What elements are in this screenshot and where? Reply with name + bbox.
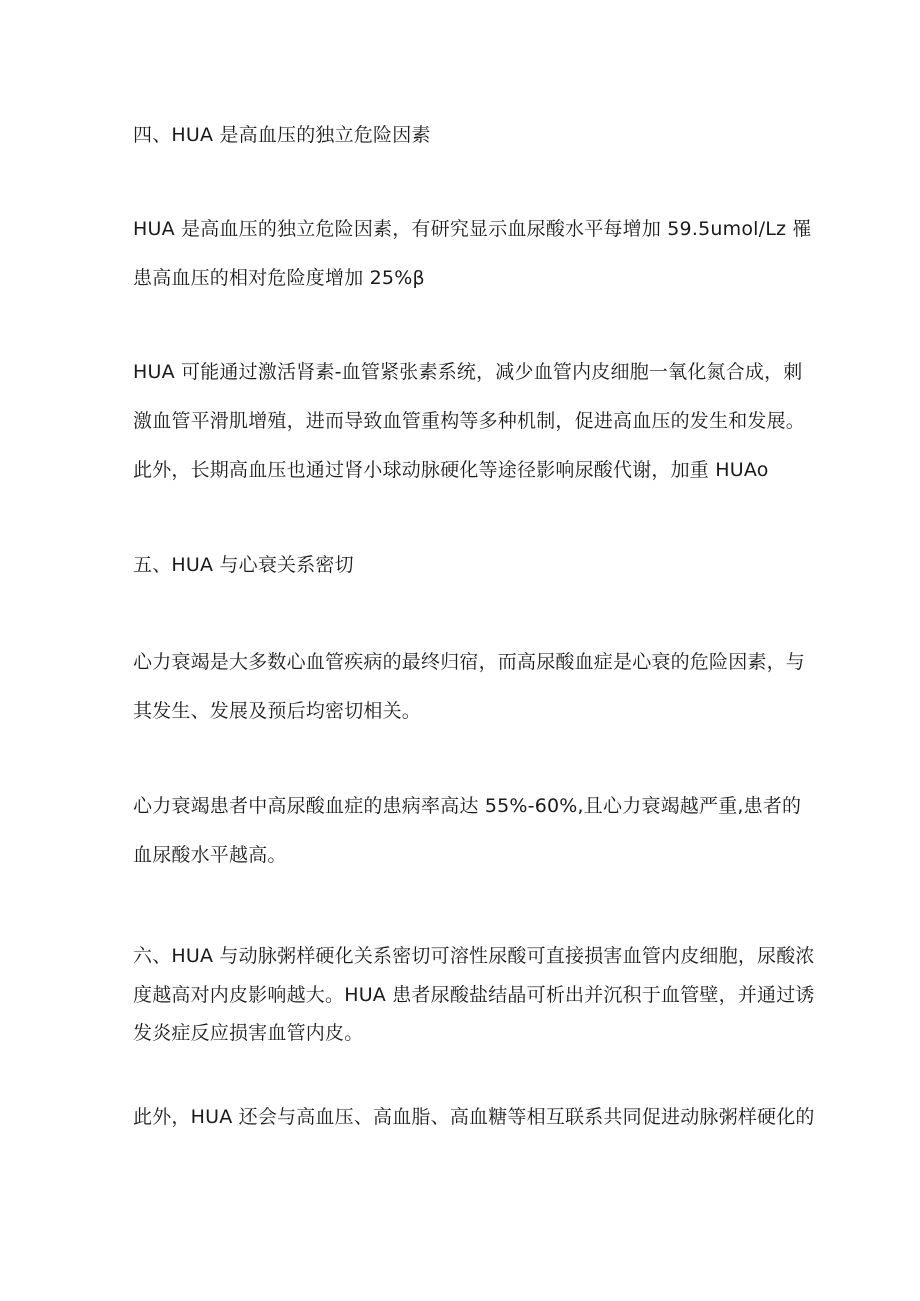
paragraph-line: 其发生、发展及预后均密切相关。 bbox=[133, 700, 422, 722]
paragraph-line: HUA 可能通过激活肾素-血管紧张素系统，减少血管内皮细胞一氧化氮合成，刺 bbox=[133, 361, 803, 383]
paragraph-line: 血尿酸水平越高。 bbox=[133, 844, 287, 866]
section-heading-4: 四、HUA 是高血压的独立危险因素 bbox=[133, 124, 431, 146]
paragraph-line: 心力衰竭是大多数心血管疾病的最终归宿，而高尿酸血症是心衰的危险因素，与 bbox=[133, 651, 806, 673]
paragraph-line: 激血管平滑肌增殖，进而导致血管重构等多种机制，促进高血压的发生和发展。 bbox=[133, 410, 806, 432]
paragraph-line: 患高血压的相对危险度增加 25%β bbox=[133, 267, 425, 289]
paragraph-line: 六、HUA 与动脉粥样硬化关系密切可溶性尿酸可直接损害血管内皮细胞，尿酸浓 bbox=[133, 945, 815, 967]
paragraph-line: 心力衰竭患者中高尿酸血症的患病率高达 55%-60%,且心力衰竭越严重,患者的 bbox=[133, 795, 802, 817]
paragraph-line: HUA 是高血压的独立危险因素，有研究显示血尿酸水平每增加 59.5umol/Lz 罹 bbox=[133, 218, 812, 240]
paragraph-line: 此外，长期高血压也通过肾小球动脉硬化等途径影响尿酸代谢，加重 HUAo bbox=[133, 459, 769, 481]
paragraph-line: 发炎症反应损害血管内皮。 bbox=[133, 1022, 364, 1044]
paragraph-line: 度越高对内皮影响越大。HUA 患者尿酸盐结晶可析出并沉积于血管壁，并通过诱 bbox=[133, 984, 815, 1006]
paragraph-line: 此外，HUA 还会与高血压、高血脂、高血糖等相互联系共同促进动脉粥样硬化的 bbox=[133, 1106, 815, 1128]
section-heading-5: 五、HUA 与心衰关系密切 bbox=[133, 554, 354, 576]
